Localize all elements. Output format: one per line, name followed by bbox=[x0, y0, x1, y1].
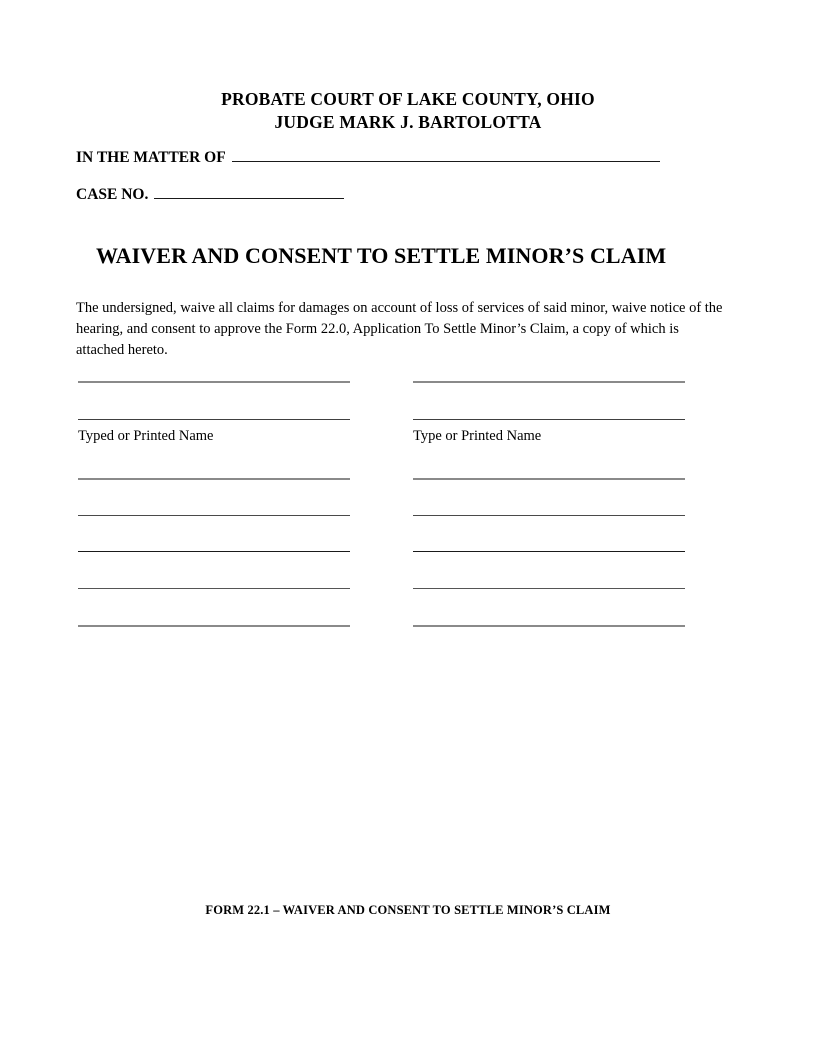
signature-line[interactable] bbox=[78, 625, 350, 627]
case-number-input-line[interactable] bbox=[154, 184, 344, 199]
signature-line[interactable] bbox=[413, 625, 685, 627]
matter-field-row bbox=[76, 147, 660, 167]
left-signature-caption: Typed or Printed Name bbox=[78, 428, 214, 444]
signature-line[interactable] bbox=[413, 419, 685, 420]
judge-name: JUDGE MARK J. BARTOLOTTA bbox=[274, 112, 542, 132]
form-footer: FORM 22.1 – WAIVER AND CONSENT TO SETTLE MINOR’S CLAIM bbox=[205, 903, 611, 917]
case-number-field-row bbox=[76, 184, 344, 204]
signature-line[interactable] bbox=[413, 478, 685, 480]
signature-line[interactable] bbox=[78, 551, 350, 552]
matter-label: IN THE MATTER OF bbox=[76, 149, 226, 166]
signature-line[interactable] bbox=[78, 515, 350, 516]
signature-line[interactable] bbox=[413, 551, 685, 552]
signature-line[interactable] bbox=[78, 419, 350, 420]
page-title: WAIVER AND CONSENT TO SETTLE MINOR’S CLAIM bbox=[96, 243, 667, 268]
body-paragraph: The undersigned, waive all claims for damages on account of loss of services of said minor, waive notice of the hearing, and consent to approve the Form 22.0, Application To Settle Minor’s Claim, a copy of which is attached hereto. bbox=[76, 300, 723, 358]
court-header bbox=[0, 88, 816, 134]
signature-line[interactable] bbox=[78, 381, 350, 383]
signature-line[interactable] bbox=[78, 588, 350, 589]
signature-line[interactable] bbox=[413, 588, 685, 589]
matter-input-line[interactable] bbox=[232, 147, 660, 162]
signature-line[interactable] bbox=[413, 381, 685, 383]
right-signature-caption: Type or Printed Name bbox=[413, 428, 542, 444]
signature-line[interactable] bbox=[78, 478, 350, 480]
case-number-label: CASE NO. bbox=[76, 186, 149, 203]
signature-line[interactable] bbox=[413, 515, 685, 516]
court-name: PROBATE COURT OF LAKE COUNTY, OHIO bbox=[221, 89, 595, 109]
